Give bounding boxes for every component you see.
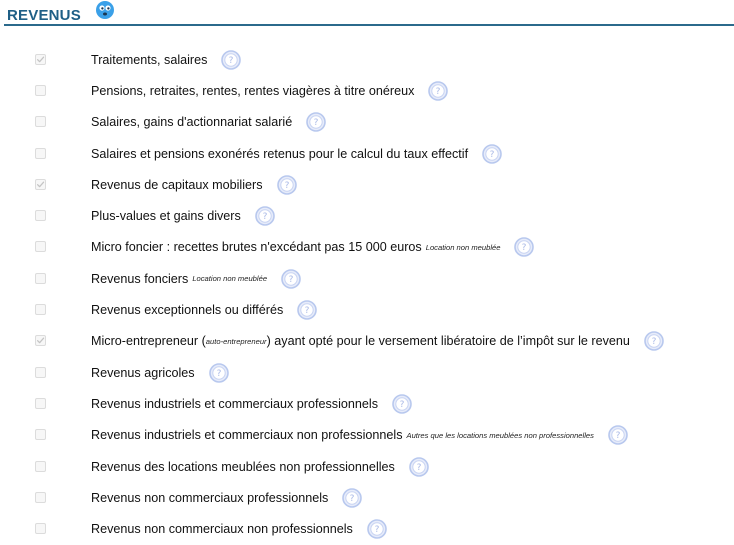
svg-text:?: ? — [229, 55, 234, 66]
section-title: REVENUS — [7, 7, 81, 24]
category-checkbox[interactable] — [35, 148, 46, 159]
category-label-inline-note: auto-entrepreneur — [205, 336, 267, 346]
help-icon[interactable] — [221, 50, 241, 70]
category-label-group — [91, 363, 229, 383]
svg-text:?: ? — [304, 306, 310, 317]
category-note: Location non meublée — [425, 242, 501, 252]
help-icon[interactable] — [306, 112, 326, 132]
svg-text:?: ? — [313, 118, 319, 129]
help-icon[interactable] — [342, 488, 362, 508]
help-icon[interactable] — [644, 331, 664, 351]
help-icon[interactable] — [297, 300, 317, 320]
category-label-group — [91, 175, 297, 195]
svg-text:?: ? — [416, 462, 422, 473]
svg-text:?: ? — [288, 274, 294, 285]
category-label: Revenus exceptionnels ou différés — [91, 303, 284, 318]
income-row — [0, 44, 734, 75]
category-label-group — [91, 425, 628, 445]
category-label: Revenus industriels et commerciaux professionnels — [91, 396, 378, 411]
category-label: Micro foncier : recettes brutes n'excédant pas 15 000 euros — [91, 240, 422, 255]
help-icon[interactable] — [277, 175, 297, 195]
svg-text:?: ? — [284, 181, 289, 192]
help-icon[interactable] — [281, 269, 301, 289]
category-label-group — [91, 206, 275, 226]
income-row — [0, 263, 734, 294]
income-category-list — [0, 44, 734, 545]
svg-text:?: ? — [399, 400, 405, 411]
category-label-group — [91, 269, 301, 289]
help-icon[interactable] — [428, 81, 448, 101]
help-icon[interactable] — [608, 425, 628, 445]
check-mark-icon — [36, 55, 45, 64]
category-checkbox[interactable] — [35, 241, 46, 252]
svg-text:?: ? — [436, 87, 441, 98]
svg-text:?: ? — [615, 431, 621, 442]
income-row — [0, 326, 734, 357]
category-checkbox[interactable] — [35, 85, 46, 96]
category-checkbox[interactable] — [35, 116, 46, 127]
help-icon[interactable] — [209, 363, 229, 383]
category-label-group — [91, 300, 317, 320]
category-checkbox[interactable] — [35, 461, 46, 472]
income-row — [0, 420, 734, 451]
category-checkbox[interactable] — [35, 492, 46, 503]
income-row — [0, 388, 734, 419]
svg-text:?: ? — [651, 337, 657, 348]
category-label: Revenus non commerciaux non professionnels — [91, 522, 353, 537]
help-icon[interactable] — [514, 237, 534, 257]
svg-text:?: ? — [349, 493, 355, 504]
category-label-group — [91, 519, 387, 539]
category-label-group — [91, 237, 534, 257]
income-row — [0, 75, 734, 106]
help-bubble-icon[interactable] — [94, 0, 116, 22]
help-icon[interactable] — [255, 206, 275, 226]
category-label-group — [91, 488, 362, 508]
category-checkbox[interactable] — [35, 398, 46, 409]
category-label: Salaires, gains d'actionnariat salarié — [91, 115, 293, 130]
category-label-group — [91, 144, 502, 164]
section-header — [4, 0, 734, 26]
category-label-group — [91, 331, 664, 351]
help-icon[interactable] — [482, 144, 502, 164]
category-checkbox[interactable] — [35, 54, 46, 65]
help-icon[interactable] — [392, 394, 412, 414]
category-checkbox[interactable] — [35, 210, 46, 221]
category-label-group — [91, 50, 241, 70]
category-checkbox[interactable] — [35, 304, 46, 315]
category-label: Traitements, salaires — [91, 52, 208, 67]
income-row — [0, 232, 734, 263]
income-row — [0, 513, 734, 544]
income-row — [0, 357, 734, 388]
category-checkbox[interactable] — [35, 273, 46, 284]
category-checkbox[interactable] — [35, 179, 46, 190]
category-label: Micro-entrepreneur ( — [91, 334, 206, 349]
svg-text:?: ? — [374, 525, 380, 536]
category-label: Revenus agricoles — [91, 365, 195, 380]
income-row — [0, 138, 734, 169]
svg-text:?: ? — [216, 368, 221, 379]
check-mark-icon — [36, 336, 45, 345]
income-row — [0, 451, 734, 482]
category-checkbox[interactable] — [35, 429, 46, 440]
svg-text:?: ? — [262, 212, 268, 223]
category-label: Revenus industriels et commerciaux non professionnels — [91, 428, 403, 443]
category-checkbox[interactable] — [35, 335, 46, 346]
category-label: Revenus de capitaux mobiliers — [91, 177, 263, 192]
check-mark-icon — [36, 180, 45, 189]
svg-text:?: ? — [522, 243, 527, 254]
category-label-group — [91, 112, 326, 132]
category-checkbox[interactable] — [35, 523, 46, 534]
category-label: Plus-values et gains divers — [91, 209, 241, 224]
category-label-group — [91, 457, 429, 477]
category-note: Location non meublée — [192, 274, 268, 284]
income-row — [0, 169, 734, 200]
income-row — [0, 107, 734, 138]
category-label: Revenus non commerciaux professionnels — [91, 490, 329, 505]
category-label-group — [91, 81, 448, 101]
category-note: Autres que les locations meublées non professionnelles — [406, 430, 594, 440]
income-row — [0, 294, 734, 325]
category-label: Salaires et pensions exonérés retenus pour le calcul du taux effectif — [91, 146, 469, 161]
category-label-continued: ) ayant opté pour le versement libératoire de l’impôt sur le revenu — [266, 334, 630, 349]
category-label: Revenus des locations meublées non professionnelles — [91, 459, 395, 474]
income-row — [0, 482, 734, 513]
category-label-group — [91, 394, 412, 414]
income-row — [0, 200, 734, 231]
category-checkbox[interactable] — [35, 367, 46, 378]
category-label: Revenus fonciers — [91, 271, 189, 286]
svg-text:?: ? — [489, 149, 495, 160]
help-icon[interactable] — [409, 457, 429, 477]
help-icon[interactable] — [367, 519, 387, 539]
category-label: Pensions, retraites, rentes, rentes viagères à titre onéreux — [91, 83, 415, 98]
